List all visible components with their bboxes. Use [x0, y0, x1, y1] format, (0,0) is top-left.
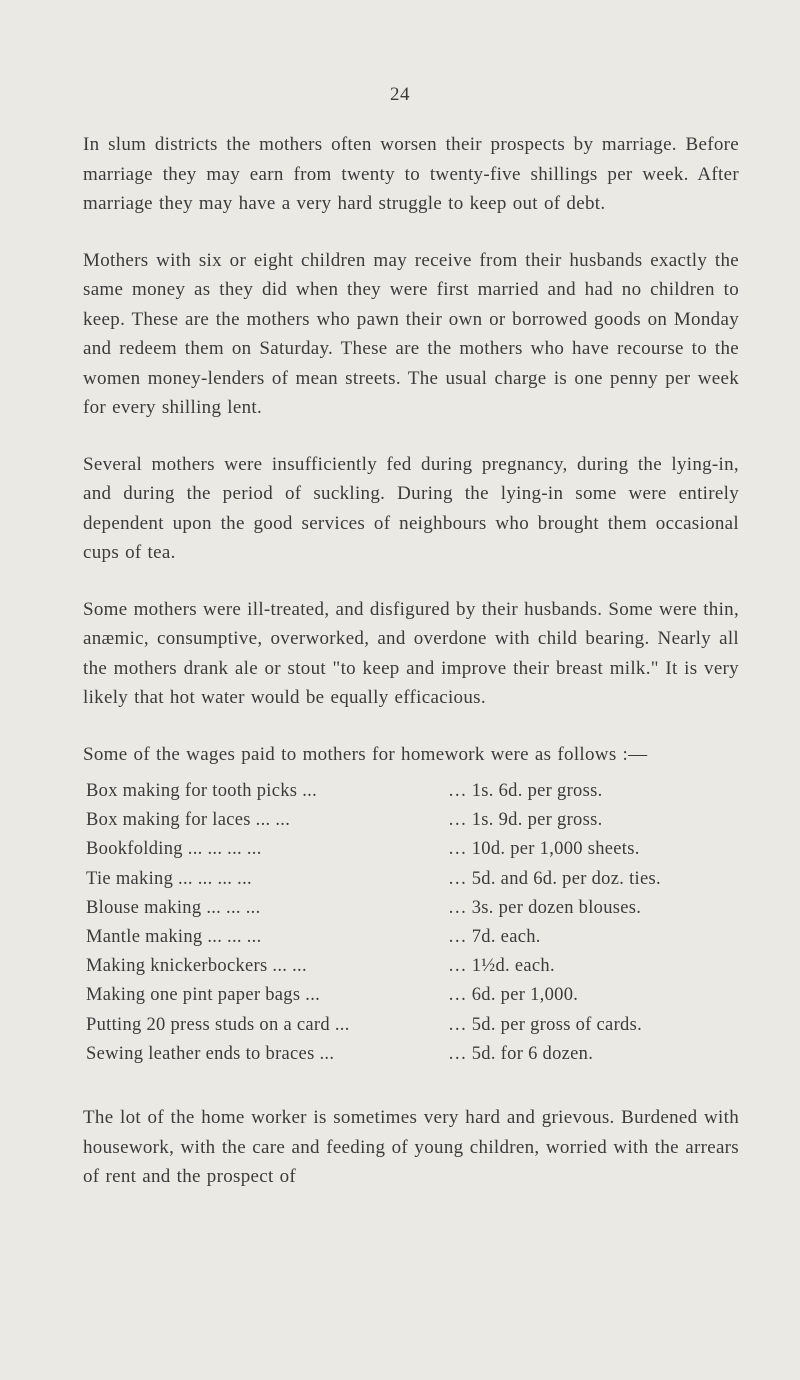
wage-item-value: 5d. and 6d. per doz. ties. — [471, 868, 661, 889]
wage-row — [83, 894, 739, 923]
wage-item-label: Bookfolding ... ... ... ... — [86, 839, 262, 860]
wage-row — [83, 835, 739, 864]
wages-list — [83, 777, 739, 1069]
page-number: 24 — [390, 84, 410, 105]
wage-item-label: Box making for laces ... ... — [86, 810, 291, 831]
wages-intro: Some of the wages paid to mothers for homework were as follows :— — [83, 743, 648, 765]
wage-item-rate: … 7d. each. — [448, 927, 541, 948]
wage-item-leader: ... — [314, 1043, 335, 1064]
wage-row — [83, 981, 739, 1010]
wage-row — [83, 923, 739, 952]
wage-item-label: Blouse making ... ... ... — [86, 897, 261, 918]
wage-item-value: 3s. per dozen blouses. — [471, 897, 642, 918]
wage-item-value: 6d. per 1,000. — [471, 985, 579, 1006]
wage-row — [83, 1040, 739, 1069]
wage-item-leader: ... — [300, 985, 321, 1006]
wage-item-rate: … 5d. for 6 dozen. — [448, 1043, 594, 1064]
wage-item-leader: ... — [329, 1014, 350, 1035]
paragraph-marriage: In slum districts the mothers often worsen their prospects by marriage. Before marriage they may earn from twenty to twenty-five shillings per week. After marriage they may have a very hard struggle to keep out of debt. — [83, 134, 739, 214]
wage-item-leader: ... ... — [267, 956, 307, 977]
paragraph-home-worker: The lot of the home worker is sometimes very hard and grievous. Burdened with housework, with the care and feeding of young children, worried with the arrears of rent and the prospect of — [83, 1107, 739, 1188]
wage-item-label: Tie making ... ... ... ... — [86, 868, 252, 889]
wage-item-label: Making one pint paper bags ... — [86, 985, 321, 1006]
wage-item-value: 10d. per 1,000 sheets. — [471, 839, 640, 860]
wage-item-rate: … 1s. 6d. per gross. — [448, 781, 603, 801]
wage-item-rate: … 3s. per dozen blouses. — [448, 897, 642, 918]
wage-item-rate: … 5d. per gross of cards. — [448, 1014, 643, 1035]
wage-row — [83, 777, 739, 806]
wage-item-label: Sewing leather ends to braces ... — [86, 1043, 335, 1064]
wage-item-label: Making knickerbockers ... ... — [86, 956, 307, 977]
wage-item-rate: … 10d. per 1,000 sheets. — [448, 839, 640, 860]
wage-item-label: Putting 20 press studs on a card ... — [86, 1014, 350, 1035]
wage-item-leader: ... — [297, 781, 317, 801]
wage-item-rate: … 5d. and 6d. per doz. ties. — [448, 868, 661, 889]
wage-item-value: 1s. 9d. per gross. — [471, 810, 603, 831]
wage-item-value: 1s. 6d. per gross. — [471, 781, 603, 801]
body-text — [83, 130, 739, 1192]
wage-item-leader: ... ... ... — [202, 927, 262, 948]
wage-item-leader: ... ... — [250, 810, 291, 831]
paragraph-ill-treated: Some mothers were ill-treated, and disfigured by their husbands. Some were thin, anæmic, consumptive, overworked, and overdone with child bearing. Nearly all the mothers drank ale or stout "to keep and improve their breast milk." It is very likely that hot water would be equally efficacious. — [83, 598, 739, 708]
wage-item-value: 1½d. each. — [471, 956, 555, 977]
paragraph-money-lenders: Mothers with six or eight children may receive from their husbands exactly the same money as they did when they were first married and had no children to keep. These are the mothers who pawn their own or borrowed goods on Monday and redeem them on Saturday. These are the mothers who have recourse to the women money-lenders of mean streets. The usual charge is one penny per week for every shilling lent. — [83, 249, 739, 418]
wage-row — [83, 865, 739, 894]
paragraph-insufficiently-fed: Several mothers were insufficiently fed during pregnancy, during the lying-in, and during the period of suckling. During the lying-in some were entirely dependent upon the good services of neighbours who brought them occasional cups of tea. — [83, 453, 739, 563]
wage-item-label: Mantle making ... ... ... — [86, 927, 262, 948]
wage-row — [83, 806, 739, 835]
wage-item-value: 5d. for 6 dozen. — [471, 1043, 594, 1064]
wage-item-leader: ... ... ... ... — [182, 839, 262, 860]
wage-item-leader: ... ... ... — [201, 897, 261, 918]
wage-item-rate: … 1½d. each. — [448, 956, 555, 977]
wage-item-value: 5d. per gross of cards. — [471, 1014, 643, 1035]
wage-row — [83, 1011, 739, 1040]
wage-item-rate: … 1s. 9d. per gross. — [448, 810, 603, 831]
wage-item-label: Box making for tooth picks ... — [86, 781, 317, 801]
wage-item-value: 7d. each. — [471, 927, 541, 948]
wage-item-leader: ... ... ... ... — [173, 868, 252, 889]
wage-row — [83, 952, 739, 981]
wage-item-rate: … 6d. per 1,000. — [448, 985, 579, 1006]
